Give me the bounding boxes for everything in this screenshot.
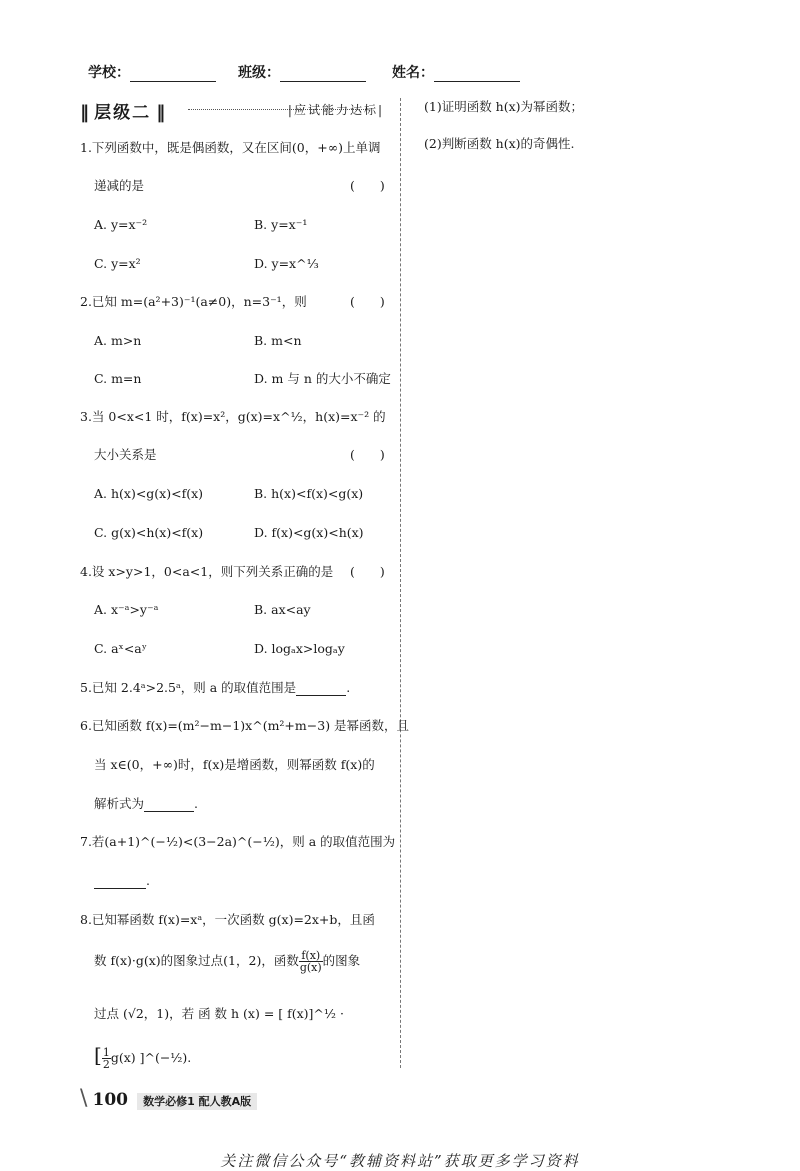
- q3-stem-line2: 大小关系是: [94, 447, 157, 462]
- class-field: [238, 62, 366, 82]
- q1-stem-line2: 递减的是: [94, 178, 145, 193]
- q2-stem: 2.已知 m=(a²+3)⁻¹(a≠0)，n=3⁻¹，则: [80, 294, 307, 309]
- level-bars-left: ‖: [80, 102, 89, 123]
- q3-stem-line1: 3.当 0<x<1 时，f(x)=x²，g(x)=x^½，h(x)=x⁻² 的: [80, 409, 386, 424]
- q4-option-d: D. logₐx>logₐy: [254, 641, 345, 656]
- name-blank: [434, 67, 520, 82]
- column-divider: [400, 98, 401, 1068]
- q2-answer-bracket: ( ): [350, 294, 385, 309]
- q2-option-a: A. m>n: [94, 333, 142, 348]
- q8-half-fraction: $\frac{1}{2}$: [102, 1046, 110, 1071]
- q7-answer-line: .: [94, 873, 150, 889]
- q7-stem: 7.若(a+1)^(−½)<(3−2a)^(−½)，则 a 的取值范围为: [80, 834, 396, 849]
- q8-stem-line3: 过点 (√2，1)，若 函 数 h (x) = [ f(x)]^½ ·: [94, 1006, 344, 1021]
- q8-stem-line4: [ $\frac{1}{2}$ g(x) ]^(−½).: [94, 1043, 192, 1071]
- q1-option-c: C. y=x²: [94, 256, 141, 271]
- q8-fraction: $\frac{f(x)}{g(x)}$: [299, 949, 322, 974]
- name-label: 姓名：: [392, 65, 434, 81]
- right-item-2: (2)判断函数 h(x)的奇偶性.: [424, 136, 575, 151]
- page-number: 100: [92, 1090, 129, 1110]
- level-bars-right: ‖: [156, 102, 166, 123]
- q1-answer-bracket: ( ): [350, 178, 385, 193]
- right-item-1: (1)证明函数 h(x)为幂函数；: [424, 99, 584, 114]
- q4-option-c: C. aˣ<aʸ: [94, 641, 148, 656]
- q2-option-d: D. m 与 n 的大小不确定: [254, 371, 391, 386]
- q1-option-d: D. y=x^⅓: [254, 256, 319, 271]
- class-label: 班级：: [238, 65, 280, 81]
- q8-stem-line2: 数 f(x)·g(x)的图象过点(1，2)，函数 $\frac{f(x)}{g(x)}$ 的图象: [94, 949, 361, 974]
- q2-option-c: C. m=n: [94, 371, 142, 386]
- level-title: 层级二: [94, 103, 152, 123]
- q6-stem-line1: 6.已知函数 f(x)=(m²−m−1)x^(m²+m−3) 是幂函数，且: [80, 718, 410, 733]
- q6-stem-line3: 解析式为 .: [94, 796, 198, 811]
- q4-option-b: B. ax<ay: [254, 602, 311, 617]
- q5-stem: 5.已知 2.4ᵃ>2.5ᵃ，则 a 的取值范围是 .: [80, 680, 351, 695]
- footer-slash: \: [80, 1086, 88, 1111]
- level-heading: [80, 98, 390, 124]
- q8-stem-line1: 8.已知幂函数 f(x)=xᵃ，一次函数 g(x)=2x+b，且函: [80, 912, 375, 927]
- q3-option-b: B. h(x)<f(x)<g(x): [254, 486, 364, 501]
- watermark-text: 关注微信公众号“教辅资料站”获取更多学习资料: [220, 1152, 580, 1170]
- q3-option-a: A. h(x)<g(x)<f(x): [94, 486, 204, 501]
- q6-stem-line2: 当 x∈(0，+∞)时，f(x)是增函数，则幂函数 f(x)的: [94, 757, 375, 772]
- page-footer: [80, 1086, 257, 1111]
- q4-answer-bracket: ( ): [350, 564, 385, 579]
- class-blank: [280, 67, 366, 82]
- q3-option-d: D. f(x)<g(x)<h(x): [254, 525, 364, 540]
- q4-stem: 4.设 x>y>1，0<a<1，则下列关系正确的是: [80, 564, 334, 579]
- school-blank: [130, 67, 216, 82]
- school-label: 学校：: [88, 65, 130, 81]
- q3-option-c: C. g(x)<h(x)<f(x): [94, 525, 204, 540]
- level-subtitle: |应试能力达标|: [287, 103, 384, 117]
- name-field: [392, 62, 520, 82]
- q4-option-a: A. x⁻ᵃ>y⁻ᵃ: [94, 602, 159, 617]
- q2-option-b: B. m<n: [254, 333, 302, 348]
- school-field: [88, 62, 216, 82]
- q1-option-b: B. y=x⁻¹: [254, 217, 308, 232]
- q1-option-a: A. y=x⁻²: [94, 217, 148, 232]
- q5-answer-blank: [296, 681, 346, 696]
- q7-answer-blank: [94, 874, 146, 889]
- q1-stem-line1: 1.下列函数中，既是偶函数，又在区间(0，+∞)上单调: [80, 140, 381, 155]
- q3-answer-bracket: ( ): [350, 447, 385, 462]
- book-label: 数学必修1 配人教A版: [137, 1093, 257, 1110]
- q6-answer-blank: [144, 797, 194, 812]
